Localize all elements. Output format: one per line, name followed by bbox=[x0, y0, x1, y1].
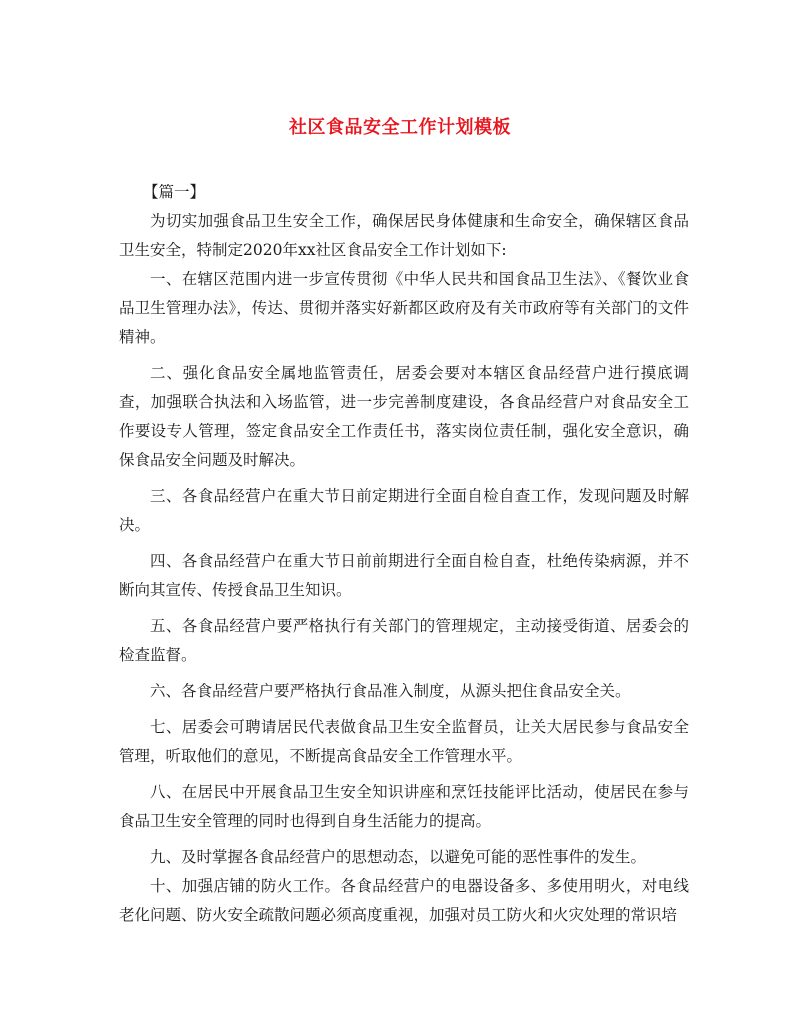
paragraph-intro: 为切实加强食品卫生安全工作，确保居民身体健康和生命安全，确保辖区食品卫生安全，特制定2020年xx社区食品安全工作计划如下: bbox=[119, 212, 689, 259]
paragraph-item-2: 二、强化食品安全属地监管责任，居委会要对本辖区食品经营户进行摸底调查，加强联合执法和入场监管，进一步完善制度建设，各食品经营户对食品安全工作要设专人管理，签定食品安全工作责任书，落实岗位责任制，强化安全意识，确保食品安全问题及时解决。 bbox=[119, 364, 689, 469]
section-label: 【篇一】 bbox=[143, 183, 206, 201]
document-title: 社区食品安全工作计划模板 bbox=[289, 117, 511, 138]
paragraph-item-9: 九、及时掌握各食品经营户的思想动态，以避免可能的恶性事件的发生。 bbox=[150, 848, 647, 866]
paragraph-item-5: 五、各食品经营户要严格执行有关部门的管理规定，主动接受街道、居委会的检查监督。 bbox=[119, 617, 689, 664]
paragraph-item-10: 十、加强店铺的防火工作。各食品经营户的电器设备多、多使用明火，对电线老化问题、防火安全疏散问题必须高度重视，加强对员工防火和火灾处理的常识培 bbox=[119, 877, 689, 924]
paragraph-item-8: 八、在居民中开展食品卫生安全知识讲座和烹饪技能评比活动，使居民在参与食品卫生安全管理的同时也得到自身生活能力的提高。 bbox=[119, 783, 689, 830]
paragraph-item-1: 一、在辖区范围内进一步宣传贯彻《中华人民共和国食品卫生法》、《餐饮业食品卫生管理办法》，传达、贯彻并落实好新都区政府及有关市政府等有关部门的文件精神。 bbox=[119, 270, 689, 346]
paragraph-item-7: 七、居委会可聘请居民代表做食品卫生安全监督员，让关大居民参与食品安全管理，听取他们的意见，不断提高食品安全工作管理水平。 bbox=[119, 718, 689, 765]
document-body bbox=[119, 178, 689, 930]
paragraph-item-6: 六、各食品经营户要严格执行食品准入制度，从源头把住食品安全关。 bbox=[150, 682, 631, 700]
paragraph-item-3: 三、各食品经营户在重大节日前定期进行全面自检自查工作，发现问题及时解决。 bbox=[119, 487, 689, 534]
paragraph-item-4: 四、各食品经营户在重大节日前前期进行全面自检自查，杜绝传染病源，并不断向其宣传、传授食品卫生知识。 bbox=[119, 552, 689, 599]
